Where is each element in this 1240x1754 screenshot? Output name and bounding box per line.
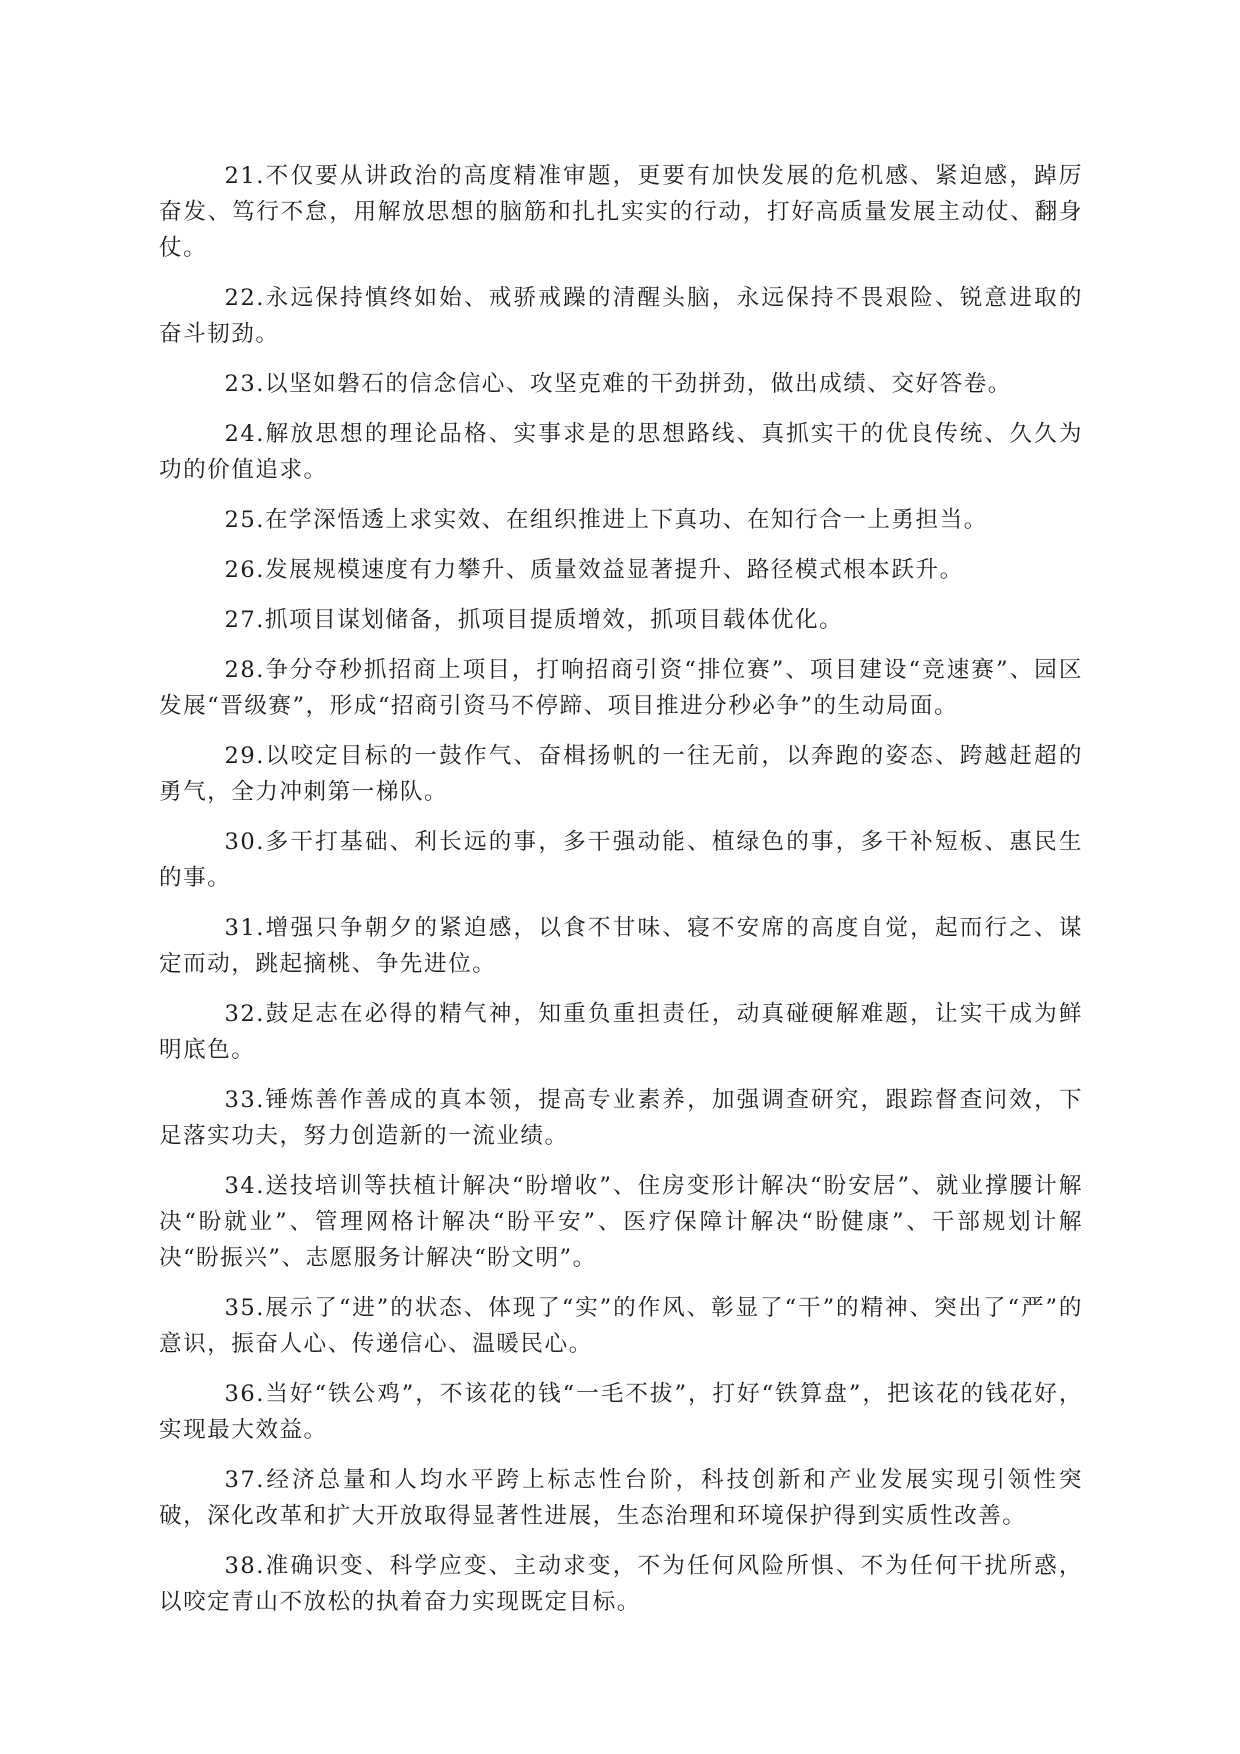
- paragraph-26: 26.发展规模速度有力攀升、质量效益显著提升、路径模式根本跃升。: [224, 557, 964, 583]
- paragraph-37: 37.经济总量和人均水平跨上标志性台阶，科技创新和产业发展实现引领性突破，深化改革和扩大开放取得显著性进展，生态治理和环境保护得到实质性改善。: [159, 1467, 1083, 1529]
- paragraph-29: 29.以咬定目标的一鼓作气、奋楫扬帆的一往无前，以奔跑的姿态、跨越赶超的勇气，全力冲刺第一梯队。: [159, 743, 1083, 805]
- paragraph-21: 21.不仅要从讲政治的高度精准审题，更要有加快发展的危机感、紧迫感，踔厉奋发、笃行不怠，用解放思想的脑筋和扎扎实实的行动，打好高质量发展主动仗、翻身仗。: [159, 163, 1083, 261]
- paragraph-32: 32.鼓足志在必得的精气神，知重负重担责任，动真碰硬解难题，让实干成为鲜明底色。: [159, 1001, 1083, 1063]
- paragraph-28: 28.争分夺秒抓招商上项目，打响招商引资“排位赛”、项目建设“竞速赛”、园区发展“晋级赛”，形成“招商引资马不停蹄、项目推进分秒必争”的生动局面。: [159, 657, 1083, 719]
- paragraph-36: 36.当好“铁公鸡”，不该花的钱“一毛不拔”，打好“铁算盘”，把该花的钱花好，实现最大效益。: [159, 1381, 1083, 1443]
- paragraph-27: 27.抓项目谋划储备，抓项目提质增效，抓项目载体优化。: [224, 607, 844, 633]
- paragraph-33: 33.锤炼善作善成的真本领，提高专业素养，加强调查研究，跟踪督查问效，下足落实功夫，努力创造新的一流业绩。: [159, 1087, 1083, 1149]
- paragraph-23: 23.以坚如磐石的信念信心、攻坚克难的干劲拼劲，做出成绩、交好答卷。: [224, 371, 1012, 397]
- paragraph-34: 34.送技培训等扶植计解决“盼增收”、住房变形计解决“盼安居”、就业撑腰计解决“盼就业”、管理网格计解决“盼平安”、医疗保障计解决“盼健康”、干部规划计解决“盼振兴”、志愿服务计解决“盼文明”。: [159, 1173, 1083, 1271]
- paragraph-25: 25.在学深悟透上求实效、在组织推进上下真功、在知行合一上勇担当。: [224, 507, 988, 533]
- paragraph-31: 31.增强只争朝夕的紧迫感，以食不甘味、寝不安席的高度自觉，起而行之、谋定而动，跳起摘桃、争先进位。: [159, 915, 1083, 977]
- paragraph-24: 24.解放思想的理论品格、实事求是的思想路线、真抓实干的优良传统、久久为功的价值追求。: [159, 421, 1083, 483]
- document-page: [159, 158, 1083, 1634]
- paragraph-35: 35.展示了“进”的状态、体现了“实”的作风、彰显了“干”的精神、突出了“严”的意识，振奋人心、传递信心、温暖民心。: [159, 1295, 1083, 1357]
- paragraph-22: 22.永远保持慎终如始、戒骄戒躁的清醒头脑，永远保持不畏艰险、锐意进取的奋斗韧劲。: [159, 285, 1083, 347]
- paragraph-30: 30.多干打基础、利长远的事，多干强动能、植绿色的事，多干补短板、惠民生的事。: [159, 829, 1083, 891]
- paragraph-38: 38.准确识变、科学应变、主动求变，不为任何风险所惧、不为任何干扰所惑，以咬定青山不放松的执着奋力实现既定目标。: [159, 1553, 1083, 1615]
